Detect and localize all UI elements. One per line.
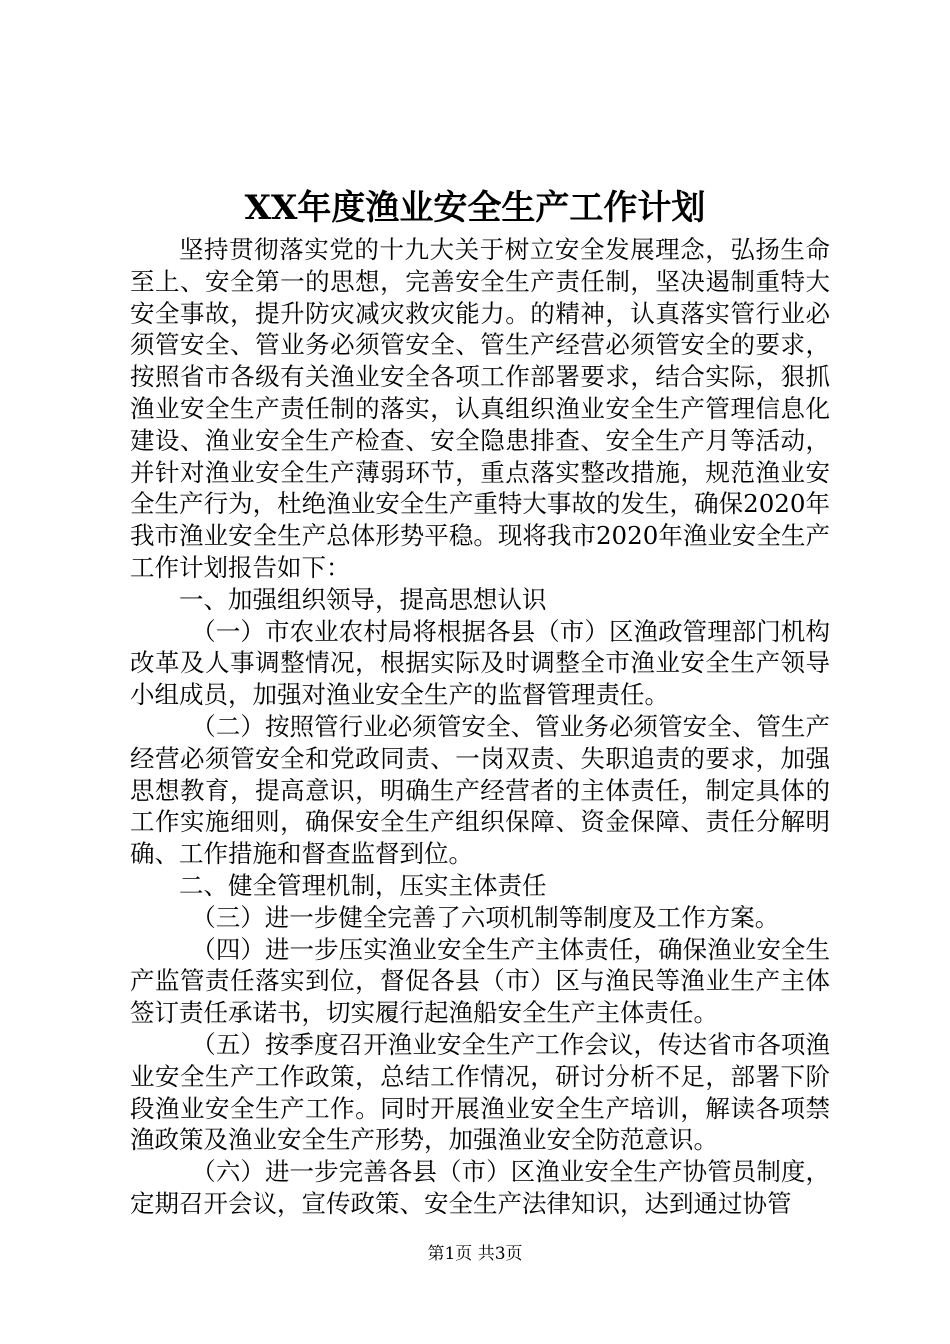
section-heading-2: 二、健全管理机制，压实主体责任 xyxy=(179,870,547,900)
list-item-5: （五）按季度召开渔业安全生产工作会议，传达省市各项渔业安全生产工作政策，总结工作情况，研讨分析不足，部署下阶段渔业安全生产工作。同时开展渔业安全生产培训，解读各项禁渔政策及渔业安全生产形势，加强渔业安全防范意识。 xyxy=(130,1029,830,1155)
document-title: XX年度渔业安全生产工作计划 xyxy=(244,188,706,228)
list-item-2: （二）按照管行业必须管安全、管业务必须管安全、管生产经营必须管安全和党政同责、一岗双责、失职追责的要求，加强思想教育，提高意识，明确生产经营者的主体责任，制定具体的工作实施细则，确保安全生产组织保障、资金保障、责任分解明确、工作措施和督查监督到位。 xyxy=(130,711,830,869)
intro-paragraph: 坚持贯彻落实党的十九大关于树立安全发展理念，弘扬生命至上、安全第一的思想，完善安全生产责任制，坚决遏制重特大安全事故，提升防灾减灾救灾能力。的精神，认真落实管行业必须管安全、管业务必须管安全、管生产经营必须管安全的要求，按照省市各级有关渔业安全各项工作部署要求，结合实际，狠抓渔业安全生产责任制的落实，认真组织渔业安全生产管理信息化建设、渔业安全生产检查、安全隐患排查、安全生产月等活动，并针对渔业安全生产薄弱环节，重点落实整改措施，规范渔业安全生产行为，杜绝渔业安全生产重特大事故的发生，确保2020年我市渔业安全生产总体形势平稳。现将我市2020年渔业安全生产工作计划报告如下： xyxy=(130,235,830,582)
list-item-3: （三）进一步健全完善了六项机制等制度及工作方案。 xyxy=(191,902,780,932)
page-number-footer: 第1页 共3页 xyxy=(427,1244,523,1264)
list-item-1: （一）市农业农村局将根据各县（市）区渔政管理部门机构改革及人事调整情况，根据实际及时调整全市渔业安全生产领导小组成员，加强对渔业安全生产的监督管理责任。 xyxy=(130,616,830,710)
list-item-4: （四）进一步压实渔业安全生产主体责任，确保渔业安全生产监管责任落实到位，督促各县（市）区与渔民等渔业生产主体签订责任承诺书，切实履行起渔船安全生产主体责任。 xyxy=(130,934,830,1028)
document-body xyxy=(130,234,830,1220)
list-item-6: （六）进一步完善各县（市）区渔业安全生产协管员制度，定期召开会议，宣传政策、安全生产法律知识，达到通过协管 xyxy=(130,1157,830,1218)
section-heading-1: 一、加强组织领导，提高思想认识 xyxy=(179,584,547,614)
